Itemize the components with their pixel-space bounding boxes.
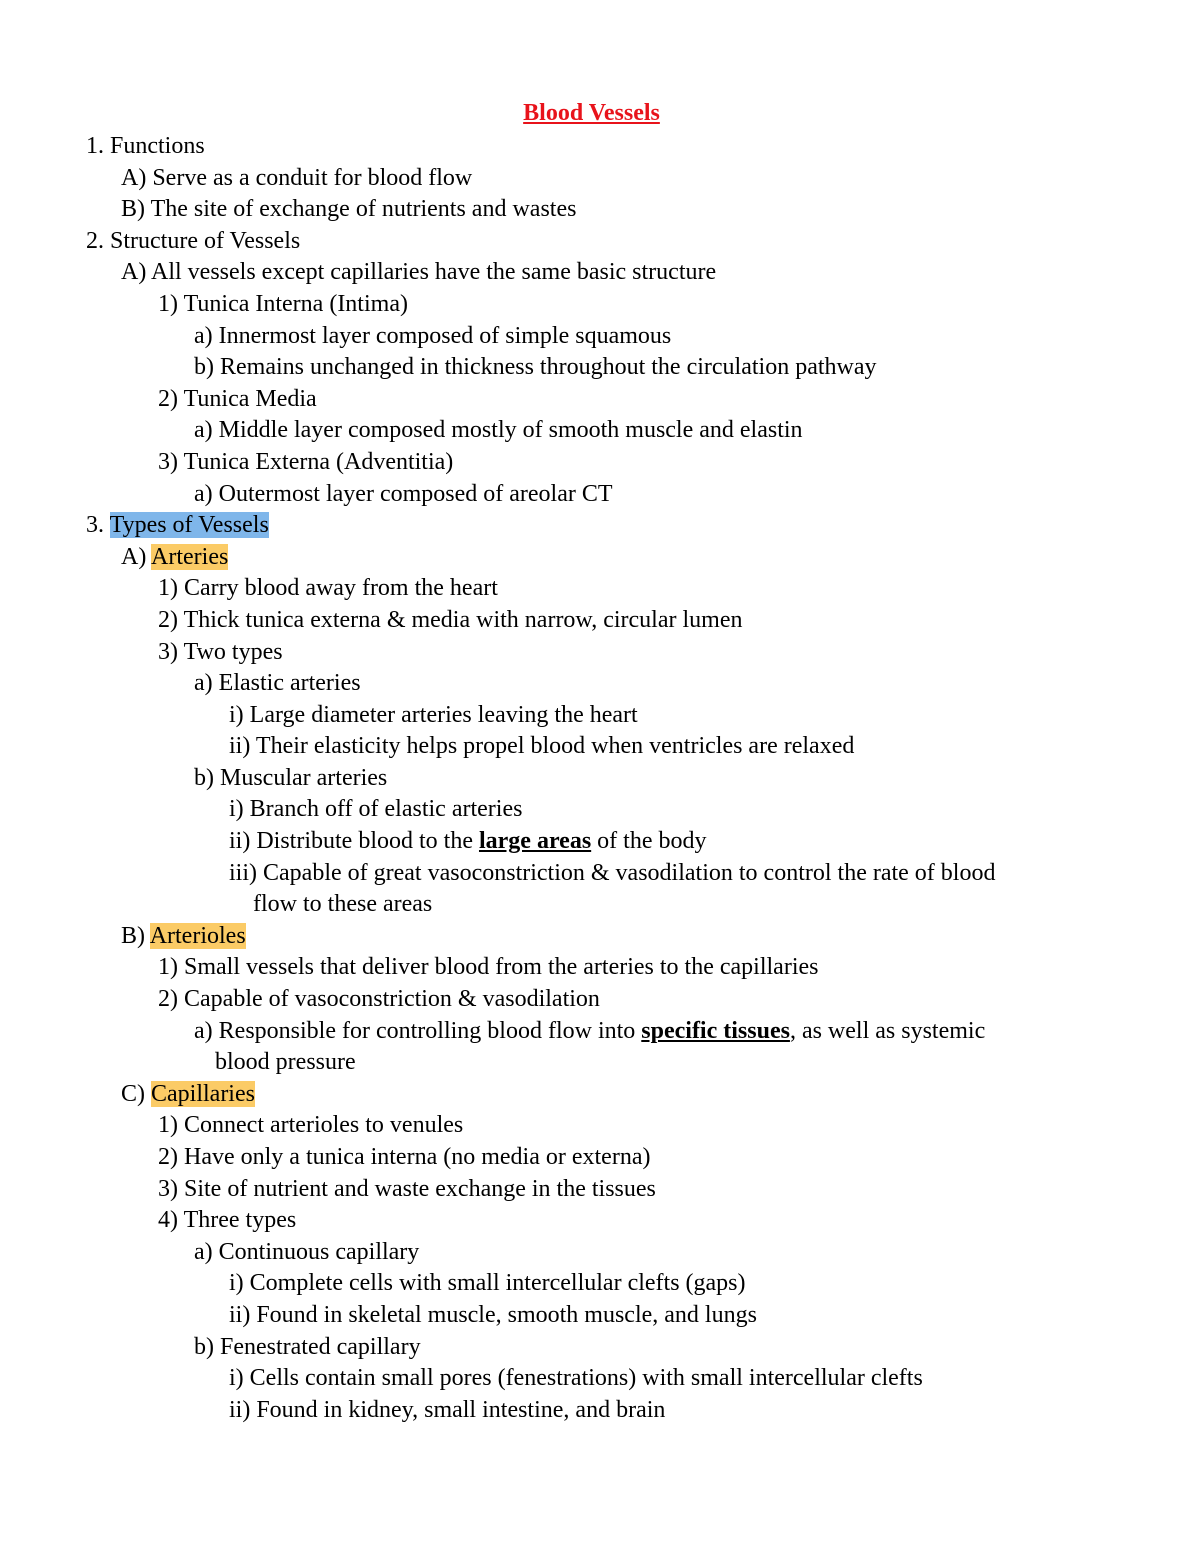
item-text: of the body <box>597 828 707 855</box>
item-text: All vessels except capillaries have the same basic structure <box>151 259 717 286</box>
item-text: Connect arterioles to venules <box>184 1112 464 1139</box>
outline-item <box>0 731 1200 763</box>
outline-item <box>0 605 1200 637</box>
item-marker: a) <box>194 322 213 349</box>
item-marker: 1) <box>158 1112 178 1139</box>
item-marker: 1) <box>158 954 178 981</box>
item-text: blood pressure <box>215 1049 356 1076</box>
emphasis-text: specific tissues <box>641 1017 790 1044</box>
item-marker: ii) <box>229 733 251 760</box>
outline-item <box>0 1332 1200 1364</box>
outline-item <box>0 226 1200 258</box>
outline-item <box>0 479 1200 511</box>
item-marker: i) <box>229 701 244 728</box>
item-text: Thick tunica externa & media with narrow, circular lumen <box>183 606 743 633</box>
item-marker: b) <box>194 354 214 381</box>
page-title: Blood Vessels <box>523 100 660 126</box>
item-marker: iii) <box>229 859 257 886</box>
item-text: Capable of vasoconstriction & vasodilation <box>184 986 600 1013</box>
outline-item <box>0 415 1200 447</box>
item-text: Remains unchanged in thickness throughout the circulation pathway <box>220 354 877 381</box>
item-marker: 1. <box>86 133 104 159</box>
item-marker: i) <box>229 1270 244 1297</box>
item-marker: b) <box>194 764 214 791</box>
outline-item <box>0 573 1200 605</box>
item-text: The site of exchange of nutrients and wastes <box>150 196 577 223</box>
outline-item <box>0 1110 1200 1142</box>
item-text: Large diameter arteries leaving the heart <box>249 701 638 728</box>
item-marker: a) <box>194 1238 213 1265</box>
item-marker: a) <box>194 1017 213 1044</box>
item-text: Tunica Media <box>183 385 317 412</box>
item-text: Carry blood away from the heart <box>184 575 498 602</box>
outline-item <box>0 194 1200 226</box>
item-marker: b) <box>194 1333 214 1360</box>
item-marker: 3) <box>158 638 178 665</box>
outline-item <box>0 858 1200 890</box>
item-text: Their elasticity helps propel blood when ventricles are relaxed <box>255 733 855 760</box>
outline-item-continuation <box>0 1047 1200 1079</box>
item-text: Capable of great vasoconstriction & vasodilation to control the rate of blood <box>263 859 996 886</box>
outline-item <box>0 384 1200 416</box>
item-marker: a) <box>194 417 213 444</box>
item-marker: 2) <box>158 385 178 412</box>
item-marker: A) <box>121 259 147 286</box>
item-marker: i) <box>229 1365 244 1392</box>
item-text: Elastic arteries <box>218 670 361 697</box>
item-text: , as well as systemic <box>789 1017 986 1044</box>
item-text: Outermost layer composed of areolar CT <box>218 480 613 507</box>
outline-item <box>0 1174 1200 1206</box>
item-text: Three types <box>183 1207 297 1234</box>
outline-item <box>0 1363 1200 1395</box>
item-text: Two types <box>183 638 283 665</box>
item-text: Fenestrated capillary <box>220 1333 421 1360</box>
item-text: Responsible for controlling blood flow into <box>218 1017 636 1044</box>
highlighted-heading: Arteries <box>151 543 229 570</box>
outline-item <box>0 289 1200 321</box>
outline-item <box>0 984 1200 1016</box>
outline-item <box>0 952 1200 984</box>
item-text: Tunica Externa (Adventitia) <box>183 448 454 475</box>
item-text: Have only a tunica interna (no media or externa) <box>184 1144 651 1170</box>
outline-item <box>0 510 1200 542</box>
outline-item <box>0 1395 1200 1427</box>
item-text: flow to these areas <box>253 891 433 918</box>
outline-item-continuation <box>0 889 1200 921</box>
item-marker: B) <box>121 922 145 949</box>
outline-item <box>0 1016 1200 1048</box>
item-text: Distribute blood to the <box>256 828 473 855</box>
item-text: Site of nutrient and waste exchange in the tissues <box>184 1175 656 1202</box>
emphasis-text: large areas <box>478 828 592 855</box>
item-marker: 2. <box>86 227 104 254</box>
highlighted-heading: Arterioles <box>149 922 246 949</box>
item-marker: A) <box>121 164 147 191</box>
outline-item <box>0 700 1200 732</box>
outline-item <box>0 321 1200 353</box>
outline-item <box>0 1237 1200 1269</box>
item-text: Functions <box>110 133 205 159</box>
outline-item <box>0 352 1200 384</box>
item-marker: ii) <box>229 1396 251 1423</box>
outline-item <box>0 1205 1200 1237</box>
item-text: Serve as a conduit for blood flow <box>152 164 473 191</box>
item-marker: i) <box>229 796 244 823</box>
outline-item <box>0 131 1200 163</box>
item-marker: a) <box>194 670 213 697</box>
item-marker: ii) <box>229 828 251 855</box>
outline-list <box>0 131 1200 1426</box>
item-marker: a) <box>194 480 213 507</box>
item-marker: C) <box>121 1080 145 1107</box>
item-marker: 2) <box>158 986 178 1013</box>
item-marker: 4) <box>158 1207 178 1234</box>
item-marker: 1) <box>158 575 178 602</box>
item-text: Middle layer composed mostly of smooth muscle and elastin <box>218 417 803 444</box>
item-text: Innermost layer composed of simple squamous <box>218 322 672 349</box>
item-marker: 1) <box>158 290 178 317</box>
highlighted-heading: Types of Vessels <box>109 512 269 539</box>
highlighted-heading: Capillaries <box>151 1080 255 1107</box>
item-text: Structure of Vessels <box>110 227 301 254</box>
item-text: Branch off of elastic arteries <box>249 796 523 823</box>
item-text: Found in skeletal muscle, smooth muscle, and lungs <box>256 1301 757 1328</box>
item-text: Tunica Interna (Intima) <box>183 290 408 317</box>
item-text: Continuous capillary <box>218 1238 420 1265</box>
outline-item <box>0 447 1200 479</box>
outline-item <box>0 794 1200 826</box>
item-marker: A) <box>121 543 147 570</box>
item-marker: 3. <box>86 512 104 539</box>
item-marker: ii) <box>229 1301 251 1328</box>
outline-item <box>0 542 1200 574</box>
outline-item <box>0 921 1200 953</box>
item-text: Muscular arteries <box>220 764 388 791</box>
outline-item <box>0 1268 1200 1300</box>
outline-item <box>0 1079 1200 1111</box>
item-text: Cells contain small pores (fenestrations) with small intercellular clefts <box>249 1365 923 1392</box>
outline-item <box>0 763 1200 795</box>
outline-item <box>0 1300 1200 1332</box>
item-text: Small vessels that deliver blood from the arteries to the capillaries <box>184 954 819 981</box>
outline-item <box>0 668 1200 700</box>
item-marker: 3) <box>158 448 178 475</box>
outline-item <box>0 637 1200 669</box>
item-marker: B) <box>121 196 145 223</box>
item-marker: 3) <box>158 1175 178 1202</box>
item-text: Found in kidney, small intestine, and brain <box>256 1396 666 1423</box>
outline-item <box>0 163 1200 195</box>
outline-item <box>0 257 1200 289</box>
outline-item <box>0 1142 1200 1174</box>
item-marker: 2) <box>158 606 178 633</box>
item-text: Complete cells with small intercellular clefts (gaps) <box>249 1270 746 1297</box>
item-marker: 2) <box>158 1144 178 1170</box>
outline-item <box>0 826 1200 858</box>
